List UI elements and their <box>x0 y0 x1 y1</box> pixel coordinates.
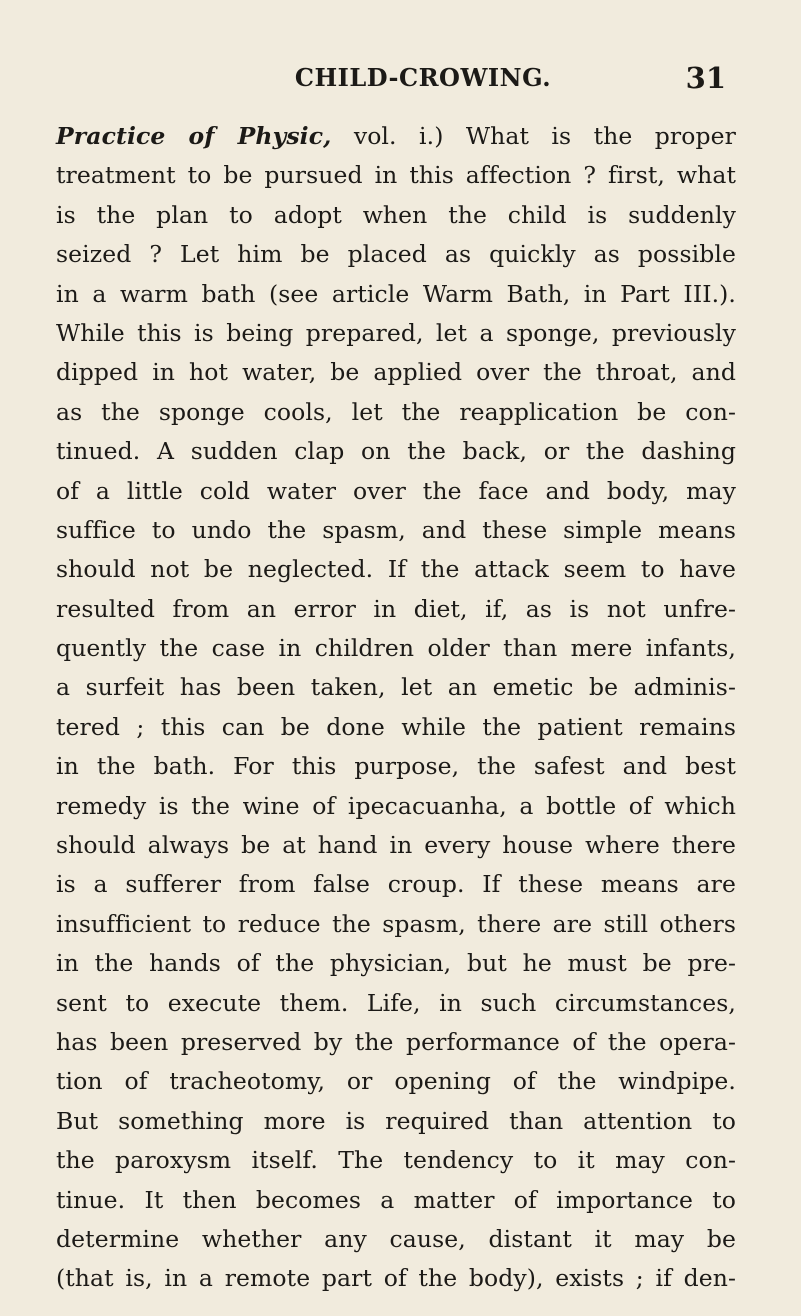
text-line: dipped in hot water, be applied over the throat, and <box>56 358 736 387</box>
text-line: should always be at hand in every house where there <box>56 831 736 860</box>
page-number: 31 <box>685 61 726 95</box>
text-line: quently the case in children older than mere infants, <box>56 634 736 663</box>
text-line: treatment to be pursued in this affection ? first, what <box>56 161 736 190</box>
text-line: the paroxysm itself. The tendency to it may con- <box>56 1146 736 1175</box>
running-title: CHILD-CROWING. <box>294 63 552 92</box>
text-line: remedy is the wine of ipecacuanha, a bottle of which <box>56 791 736 820</box>
text-line: resulted from an error in diet, if, as is not unfre- <box>56 594 736 623</box>
running-head <box>120 58 726 98</box>
book-title-italic: Practice of Physic, <box>56 122 332 150</box>
text-line: is the plan to adopt when the child is suddenly <box>56 200 736 229</box>
text-line: But something more is required than attention to <box>56 1106 736 1135</box>
text-line: is a sufferer from false croup. If these means are <box>56 870 736 899</box>
text-line: suffice to undo the spasm, and these simple means <box>56 515 736 544</box>
body-text <box>56 117 736 1299</box>
text-line: determine whether any cause, distant it may be <box>56 1224 736 1253</box>
text-line: in the bath. For this purpose, the safest and best <box>56 752 736 781</box>
text-line: has been preserved by the performance of the opera- <box>56 1027 736 1056</box>
text-line: While this is being prepared, let a sponge, previously <box>56 318 736 347</box>
text-line: in a warm bath (see article Warm Bath, in Part III.). <box>56 279 736 308</box>
text-line: insufficient to reduce the spasm, there are still others <box>56 909 736 938</box>
text-line: in the hands of the physician, but he must be pre- <box>56 949 736 978</box>
text-line <box>56 117 736 156</box>
text-line: tinued. A sudden clap on the back, or the dashing <box>56 437 736 466</box>
text-line: a surfeit has been taken, let an emetic be adminis- <box>56 673 736 702</box>
text-line: of a little cold water over the face and body, may <box>56 476 736 505</box>
text-line-rest: vol. i.) What is the proper <box>353 122 736 150</box>
text-line: (that is, in a remote part of the body), exists ; if den- <box>56 1264 736 1293</box>
text-line: tinue. It then becomes a matter of importance to <box>56 1185 736 1214</box>
text-line: seized ? Let him be placed as quickly as possible <box>56 240 736 269</box>
text-line: sent to execute them. Life, in such circumstances, <box>56 988 736 1017</box>
text-line: tered ; this can be done while the patient remains <box>56 712 736 741</box>
text-line: as the sponge cools, let the reapplication be con- <box>56 397 736 426</box>
text-line: should not be neglected. If the attack seem to have <box>56 555 736 584</box>
text-line: tion of tracheotomy, or opening of the windpipe. <box>56 1067 736 1096</box>
